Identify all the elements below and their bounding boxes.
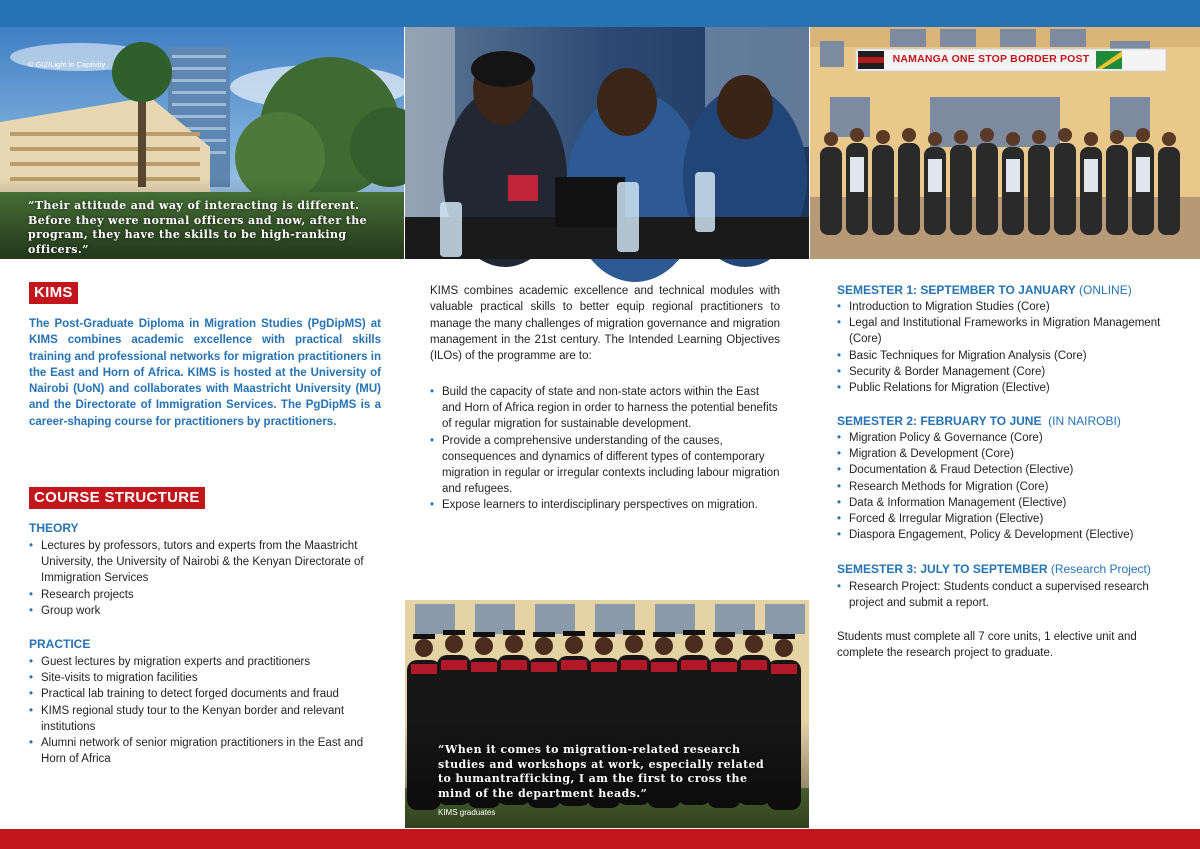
- meeting-photo: [405, 27, 809, 259]
- semester-1-list: [837, 299, 1177, 396]
- theory-list: [29, 538, 369, 619]
- list-item: • Documentation & Fraud Detection (Elective): [837, 462, 1182, 478]
- campus-photo: [0, 27, 404, 273]
- list-item: • Diaspora Engagement, Policy & Development (Elective): [837, 527, 1182, 543]
- quote-graduates-source: KIMS graduates: [438, 808, 496, 817]
- border-post-photo: [810, 27, 1200, 259]
- list-item: • Security & Border Management (Core): [837, 364, 1177, 380]
- quote-somalia: “Their attitude and way of interacting is different. Before they were normal officers and now, after the program, they have the skills to be high-ranking officers.”: [28, 199, 368, 256]
- list-item: • Guest lectures by migration experts and practitioners: [29, 654, 374, 670]
- bottom-color-bar: [0, 829, 1200, 849]
- list-item: • Migration Policy & Governance (Core): [837, 430, 1182, 446]
- list-item: • Research projects: [29, 587, 369, 603]
- quote-somalia-source: Somalia Immigration and Naturalisation Directorate: [28, 264, 209, 273]
- list-item: • Alumni network of senior migration practitioners in the East and Horn of Africa: [29, 735, 374, 767]
- graduates-photo: [405, 600, 809, 828]
- photo-credit: © GIZ/Light in Captivity: [28, 60, 106, 69]
- semester-3-heading: SEMESTER 3: JULY TO SEPTEMBER (Research Project): [837, 562, 1151, 576]
- ilo-list: [430, 384, 780, 514]
- semester-2-list: [837, 430, 1182, 543]
- ilo-intro-paragraph: KIMS combines academic excellence and technical modules with valuable practical skills to better equip regional practitioners to manage the many challenges of migration governance and migration management in the 21st century. The Intended Learning Objectives (ILOs) of the programme are to:: [430, 285, 780, 363]
- quote-graduates: “When it comes to migration-related research studies and workshops at work, especially related to humantrafficking, I am the first to cross the mind of the department heads.”: [438, 743, 765, 800]
- list-item: • Build the capacity of state and non-state actors within the East and Horn of Africa region in order to harness the potential benefits of regular migration for sustainable development.: [430, 384, 780, 433]
- practice-list: [29, 654, 374, 767]
- list-item: • Legal and Institutional Frameworks in Migration Management (Core): [837, 315, 1177, 347]
- semester-3-list: [837, 579, 1157, 611]
- theory-heading: THEORY: [29, 521, 79, 535]
- list-item: • Data & Information Management (Elective): [837, 495, 1182, 511]
- list-item: • KIMS regional study tour to the Kenyan border and relevant institutions: [29, 703, 374, 735]
- top-color-bar: [0, 0, 1200, 27]
- list-item: • Research Project: Students conduct a supervised research project and submit a report.: [837, 579, 1157, 611]
- list-item: • Public Relations for Migration (Elective): [837, 380, 1177, 396]
- semester-1-heading: SEMESTER 1: SEPTEMBER TO JANUARY (ONLINE): [837, 283, 1132, 297]
- kims-intro: The Post-Graduate Diploma in Migration Studies (PgDipMS) at KIMS combines academic excellence with practical skills training and professional networks for migration practitioners in the East and Horn of Africa. KIMS is hosted at the University of Nairobi (UoN) and collaborates with Maastricht University (MU) and the Directorate of Immigration Services. The PgDipMS is a career-shaping course for practitioners by practitioners.: [29, 318, 381, 428]
- list-item: • Practical lab training to detect forged documents and fraud: [29, 686, 374, 702]
- list-item: • Migration & Development (Core): [837, 446, 1182, 462]
- list-item: • Basic Techniques for Migration Analysis (Core): [837, 348, 1177, 364]
- border-post-sign: NAMANGA ONE STOP BORDER POST: [892, 53, 1090, 65]
- practice-heading: PRACTICE: [29, 637, 91, 651]
- course-structure-label: COURSE STRUCTURE: [29, 487, 205, 509]
- kims-label: KIMS: [29, 282, 78, 304]
- list-item: • Expose learners to interdisciplinary perspectives on migration.: [430, 497, 780, 513]
- list-item: • Group work: [29, 603, 369, 619]
- list-item: • Forced & Irregular Migration (Elective): [837, 511, 1182, 527]
- list-item: • Research Methods for Migration (Core): [837, 479, 1182, 495]
- semester-2-heading: SEMESTER 2: FEBRUARY TO JUNE (IN NAIROBI): [837, 414, 1121, 428]
- list-item: • Lectures by professors, tutors and experts from the Maastricht University, the University of Nairobi & the Kenyan Directorate of Immigration Services: [29, 538, 369, 587]
- list-item: • Provide a comprehensive understanding of the causes, consequences and dynamics of different types of contemporary migration in regular or irregular contexts including labour migration and refugees.: [430, 433, 780, 498]
- graduation-note: Students must complete all 7 core units, 1 elective unit and complete the research project to graduate.: [837, 631, 1137, 660]
- list-item: • Introduction to Migration Studies (Core): [837, 299, 1177, 315]
- list-item: • Site-visits to migration facilities: [29, 670, 374, 686]
